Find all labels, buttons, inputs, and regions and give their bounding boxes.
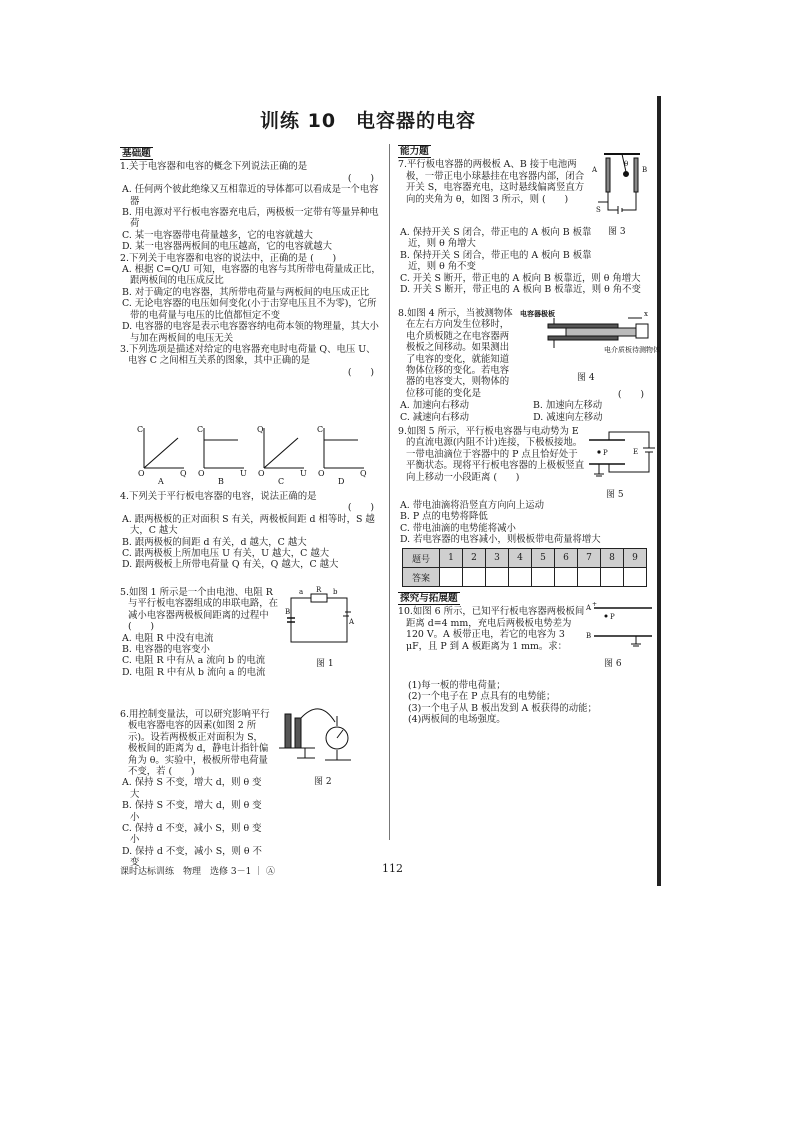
q6-blank: ( ) [168, 766, 195, 778]
graph-c-label: C [278, 477, 285, 486]
q4-option-d: D. 跟两极板上所带电荷量 Q 有关，Q 越大，C 越大 [122, 559, 339, 571]
q8-stem: 8.如图 4 所示，当被测物体在左右方向发生位移时，电介质板随之在电容器两极板之间移动。如果测出了电容的变化，就能知道物体位移的变化。若电容器的电容变大，则物体的位移可能的变化是 [398, 308, 513, 399]
q8-option-d: D. 减速向左移动 [533, 411, 603, 423]
figure-4-svg [520, 306, 660, 368]
fig1-label-b-plate: B [285, 608, 291, 616]
q2-option-d: D. 电容器的电容是表示电容器容纳电荷本领的物理量，其大小与加在两板间的电压无关 [122, 321, 379, 344]
graph-a [137, 425, 187, 486]
q8-option-c: C. 减速向右移动 [400, 411, 470, 423]
figure-4-caption: 图 4 [577, 373, 595, 383]
q3-stem: 3.下列选项是描述对给定的电容器充电时电荷量 Q、电压 U、电容 C 之间相互关系的图象，其中正确的是 [120, 343, 376, 367]
left-column-lower [120, 491, 382, 571]
answer-cell[interactable] [624, 568, 647, 587]
fig6-label-a: A [586, 604, 592, 612]
q9-stem: 9.如图 5 所示，平行板电容器与电动势为 E 的直流电源(内阻不计)连接，下极板接地。一带电油滴位于容器中的 P 点且恰好处于平衡状态。现将平行板电容器的上极板竖直向上移动一小段距离 [398, 426, 585, 483]
q5-stem: 5.如图 1 所示是一个由电池、电阻 R 与平行板电容器组成的串联电路，在减小电容器两极板间距离的过程中 [120, 587, 279, 621]
q10-block [398, 592, 588, 652]
answer-cell[interactable] [578, 568, 601, 587]
figure-1-svg [285, 584, 355, 654]
page-number: 112 [382, 862, 403, 875]
q8-options-row2 [398, 412, 652, 423]
graph-d [317, 425, 367, 486]
q7-option-b: B. 保持开关 S 闭合，带正电的 A 板向 B 板靠近，则 θ 角不变 [400, 249, 592, 273]
answer-cell[interactable] [440, 568, 463, 587]
q2-blank: ( ) [310, 252, 337, 264]
q6-option-d: D. 保持 d 不变，减小 S，则 θ 不变 [122, 845, 262, 869]
answer-col-9: 9 [624, 549, 647, 568]
q7-option-d: D. 开关 S 断开，带正电的 A 板向 B 板靠近，则 θ 角不变 [400, 284, 641, 296]
q9-blank: ( ) [493, 471, 520, 483]
footer-book-info: 课时达标训练 物理 选修 3－1 ｜ Ⓐ [120, 867, 276, 877]
q5-option-d: D. 电阻 R 中有从 b 流向 a 的电流 [122, 666, 266, 678]
q6-option-b: B. 保持 S 不变，增大 d，则 θ 变小 [122, 800, 262, 823]
q5-block [120, 587, 285, 678]
answer-table-row-label: 答案 [403, 568, 440, 587]
q8-option-a: A. 加速向右移动 [400, 400, 469, 412]
q7-options [398, 227, 652, 295]
fig1-label-b: b [333, 588, 338, 596]
fig4-label-object: 待测物体 [632, 346, 660, 354]
fig1-label-a-side: A [349, 618, 355, 626]
svg-text:O: O [198, 469, 205, 478]
section-ability-label: 能力题 [400, 146, 429, 157]
figure-2-caption: 图 2 [314, 777, 332, 787]
fig1-label-r: R [316, 586, 322, 594]
left-column [120, 147, 382, 378]
q5-option-b: B. 电容器的电容变小 [122, 644, 210, 656]
q7-option-a: A. 保持开关 S 闭合，带正电的 A 板向 B 板靠近，则 θ 角增大 [400, 227, 592, 250]
q3-graphs [134, 424, 374, 486]
figure-5-svg [585, 428, 655, 482]
q10-part-2: (2)一个电子在 P 点具有的电势能； [408, 691, 556, 703]
graph-a-label: A [158, 477, 164, 486]
figure-6-caption: 图 6 [604, 659, 622, 669]
graph-a-ylabel: C [137, 425, 144, 434]
q6-option-c: C. 保持 d 不变，减小 S，则 θ 变小 [122, 823, 262, 846]
figure-2-svg [275, 702, 365, 770]
q9-block [398, 426, 586, 483]
q1-stem: 1.关于电容器和电容的概念下列说法正确的是 [120, 161, 308, 173]
q4-option-a: A. 跟两极板的正对面积 S 有关，两极板间距 d 相等时，S 越大，C 越大 [122, 513, 375, 537]
answer-col-8: 8 [601, 549, 624, 568]
q9-option-a: A. 带电油滴将沿竖直方向向上运动 [400, 500, 544, 511]
figure-6-plates [586, 600, 656, 656]
q2-option-b: B. 对于确定的电容器，其所带电荷量与两板间的电压成正比 [122, 286, 370, 298]
figure-6-svg [586, 600, 656, 656]
answer-table-header: 题号 [403, 549, 440, 568]
figure-3-caption: 图 3 [608, 227, 626, 237]
answer-cell[interactable] [532, 568, 555, 587]
q4-blank: ( ) [347, 502, 374, 514]
answer-col-7: 7 [578, 549, 601, 568]
answer-col-5: 5 [532, 549, 555, 568]
q10-parts [408, 680, 652, 726]
q1-option-c: C. 某一电容器带电荷量越多，它的电容就越大 [122, 229, 313, 241]
right-column [398, 145, 588, 205]
q2-option-a: A. 根据 C=Q/U 可知，电容器的电容与其所带电荷量成正比，跟两板间的电压成反比 [122, 264, 381, 287]
q6-option-a: A. 保持 S 不变，增大 d，则 θ 变大 [122, 777, 262, 800]
q4-stem: 4.下列关于平行板电容器的电容，说法正确的是 [120, 491, 317, 502]
graph-c [257, 425, 307, 486]
graph-b-xlabel: U [240, 469, 247, 478]
figure-5-circuit [585, 428, 655, 482]
page-binding-edge [657, 96, 661, 886]
q5-blank: ( ) [128, 621, 155, 633]
q8-options [398, 389, 652, 423]
q1-option-d: D. 某一电容器两板间的电压越高，它的电容就越大 [122, 241, 333, 253]
q2-stem: 2.下列关于电容器和电容的说法中，正确的是 [120, 252, 308, 264]
q8-option-b: B. 加速向左移动 [532, 400, 603, 412]
q3-graphs-svg [134, 424, 374, 486]
graph-d-label: D [338, 477, 345, 486]
q4-option-b: B. 跟两极板的间距 d 有关，d 越大，C 越大 [122, 536, 307, 548]
fig4-label-x: x [644, 310, 648, 318]
q3-blank: ( ) [347, 366, 374, 378]
q8-options-row1 [398, 400, 652, 411]
q10-part-4: (4)两板间的电场强度。 [408, 714, 506, 726]
q9-option-c: C. 带电油滴的电势能将减小 [400, 522, 516, 534]
graph-a-xlabel: Q [180, 469, 187, 478]
svg-text:O: O [138, 469, 145, 478]
q1-blank: ( ) [347, 172, 374, 184]
q1-option-b: B. 用电源对平行板电容器充电后，两极板一定带有等量异种电荷 [122, 207, 379, 230]
q5-option-a: A. 电阻 R 中没有电流 [122, 632, 214, 644]
figure-5-caption: 图 5 [606, 490, 624, 500]
answer-cell[interactable] [555, 568, 578, 587]
fig4-label-plate: 电容器极板 [520, 309, 555, 318]
answer-col-3: 3 [486, 549, 509, 568]
q7-blank: ( ) [542, 193, 569, 205]
q7-stem: 7.平行板电容器的两极板 A、B 接于电池两极，一带正电小球悬挂在电容器内部，闭合开关 S，电容器充电，这时悬线偏离竖直方向的夹角为 θ，如图 3 所示，则 [398, 159, 585, 205]
q6-block [120, 709, 270, 869]
q1-option-a: A. 任何两个彼此绝缘又互相靠近的导体都可以看成是一个电容器 [122, 184, 379, 207]
fig1-label-a: a [299, 588, 304, 596]
fig5-label-e: E [633, 448, 639, 456]
svg-text:+: + [592, 601, 598, 608]
section-basic-label: 基础题 [122, 148, 151, 159]
page-title: 训练 10 电容器的电容 [260, 110, 477, 132]
fig3-label-a: A [592, 166, 598, 174]
q9-options [398, 500, 652, 546]
graph-c-xlabel: U [300, 469, 307, 478]
answer-col-6: 6 [555, 549, 578, 568]
q9-option-d: D. 若电容器的电容减小，则极板带电荷量将增大 [400, 534, 601, 546]
fig3-label-theta: θ [624, 160, 629, 168]
fig5-label-p: P [603, 449, 608, 457]
figure-3-svg [590, 150, 654, 220]
graph-b [197, 425, 247, 486]
figure-1-caption: 图 1 [316, 659, 334, 669]
graph-b-label: B [218, 477, 224, 486]
answer-col-1: 1 [440, 549, 463, 568]
q10-stem: 10.如图 6 所示，已知平行板电容器两极板间距离 d=4 mm，充电后两极板电势差为 120 V。A 板带正电，若它的电容为 3 μF，且 P 到 A 板距离为 1 mm。求： [398, 606, 585, 652]
graph-c-ylabel: Q [257, 425, 264, 434]
graph-d-xlabel: Q [360, 469, 367, 478]
q9-option-b: B. P 点的电势将降低 [400, 511, 488, 523]
q10-part-1: (1)每一板的带电荷量； [408, 680, 506, 691]
q10-part-3: (3)一个电子从 B 板出发到 A 板获得的动能； [408, 702, 597, 714]
q5-option-c: C. 电阻 R 中有从 a 流向 b 的电流 [122, 655, 266, 667]
graph-b-ylabel: C [197, 425, 204, 434]
figure-1-circuit [285, 584, 355, 654]
answer-table-answer-row [403, 568, 647, 587]
fig3-label-s: S [596, 206, 601, 214]
q8-blank: ( ) [617, 389, 644, 400]
svg-text:O: O [258, 469, 265, 478]
figure-4-sensor [520, 306, 660, 368]
answer-cell[interactable] [601, 568, 624, 587]
answer-col-4: 4 [509, 549, 532, 568]
q6-stem: 6.用控制变量法，可以研究影响平行板电容器电容的因素(如图 2 所示)。设若两极板正对面积为 S，极板间的距离为 d，静电计指针偏角为 θ。实验中，极板所带电荷量不变，若 [120, 709, 270, 778]
fig6-label-b: B [586, 632, 592, 640]
answer-table [402, 548, 647, 587]
fig4-label-dielectric: 电介质板 [604, 346, 632, 354]
section-explore-label: 探究与拓展题 [400, 593, 458, 604]
fig6-label-p: P [610, 613, 615, 621]
answer-cell[interactable] [486, 568, 509, 587]
svg-text:O: O [318, 469, 325, 478]
graph-d-ylabel: C [317, 425, 324, 434]
answer-cell[interactable] [509, 568, 532, 587]
q4-option-c: C. 跟两极板上所加电压 U 有关，U 越大，C 越大 [122, 548, 330, 560]
figure-3-capacitor [590, 150, 654, 220]
answer-col-2: 2 [463, 549, 486, 568]
q8-block [398, 308, 518, 399]
answer-table-header-row [403, 549, 647, 568]
answer-cell[interactable] [463, 568, 486, 587]
fig3-label-b: B [642, 166, 648, 174]
figure-2-apparatus [275, 702, 365, 770]
q7-option-c: C. 开关 S 断开，带正电的 A 板向 B 板靠近，则 θ 角增大 [400, 272, 641, 284]
column-divider [389, 144, 390, 840]
q2-option-c: C. 无论电容器的电压如何变化(小于击穿电压且不为零)，它所带的电荷量与电压的比值都恒定不变 [122, 298, 377, 321]
